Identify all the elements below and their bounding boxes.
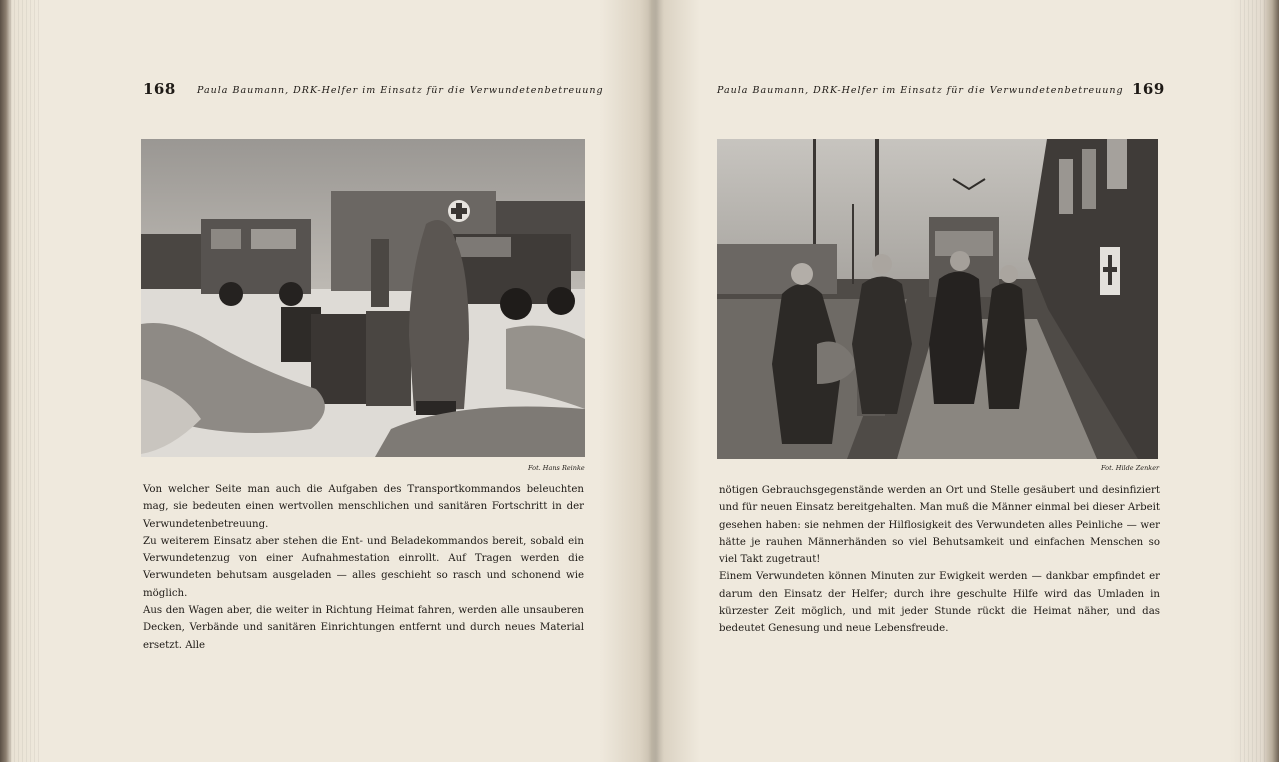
left-page-edges: [10, 0, 40, 762]
soldiers-at-train-photo: [717, 139, 1158, 459]
vehicle-convoy-photo: [141, 139, 585, 457]
paragraph: Einem Verwundeten können Minuten zur Ewigkeit werden — dankbar empfindet er darum den Einsatz der Helfer; durch ihre geschulte Hilfe wird das Umladen in kürzester Zeit möglich, und mit jeder Stunde rückt die Heimat näher, und das bedeutet Genesung und neue Lebensfreude.: [719, 571, 1160, 635]
paragraph: Von welcher Seite man auch die Aufgaben des Transportkommandos beleuchten mag, sie bedeuten einen wertvollen menschlichen und sanitären Fortschritt in der Verwundetenbetreuung.: [143, 484, 584, 530]
running-head-left: Paula Baumann, DRK-Helfer im Einsatz für die Verwundetenbetreuung: [197, 85, 604, 96]
paragraph: Aus den Wagen aber, die weiter in Richtung Heimat fahren, werden alle unsauberen Decken, Verbände und sanitären Einrichtungen entfernt und durch neues Material ersetzt. Alle: [143, 605, 584, 651]
book-gutter: [648, 0, 664, 762]
photo-credit-left: Fot. Hans Reinke: [528, 464, 585, 472]
page-number-left: 168: [143, 80, 176, 98]
paragraph: Zu weiterem Einsatz aber stehen die Ent- und Beladekommandos bereit, sobald ein Verwundetenzug von einer Aufnahmestation einrollt. Auf Tragen werden die Verwundeten behutsam ausgeladen — alles geschieht so rasch und schonend wie möglich.: [143, 535, 584, 599]
running-head-right: Paula Baumann, DRK-Helfer im Einsatz für die Verwundetenbetreuung: [717, 85, 1124, 96]
right-page-edges: [1240, 0, 1268, 762]
page-number-right: 169: [1132, 80, 1165, 98]
body-text-right: [719, 482, 1160, 638]
photo-credit-right: Fot. Hilde Zenker: [1101, 464, 1160, 472]
paragraph: nötigen Gebrauchsgegenstände werden an Ort und Stelle gesäubert und desinfiziert und für neuen Einsatz bereitgehalten. Man muß die Männer einmal bei dieser Arbeit gesehen haben: sie nehmen der Hilflosigkeit des Verwundeten alles Peinliche — wer hätte je rauhen Männerhänden so viel Behutsamkeit und einfachen Menschen so viel Takt zugetraut!: [719, 485, 1160, 566]
body-text-left: [143, 481, 584, 654]
